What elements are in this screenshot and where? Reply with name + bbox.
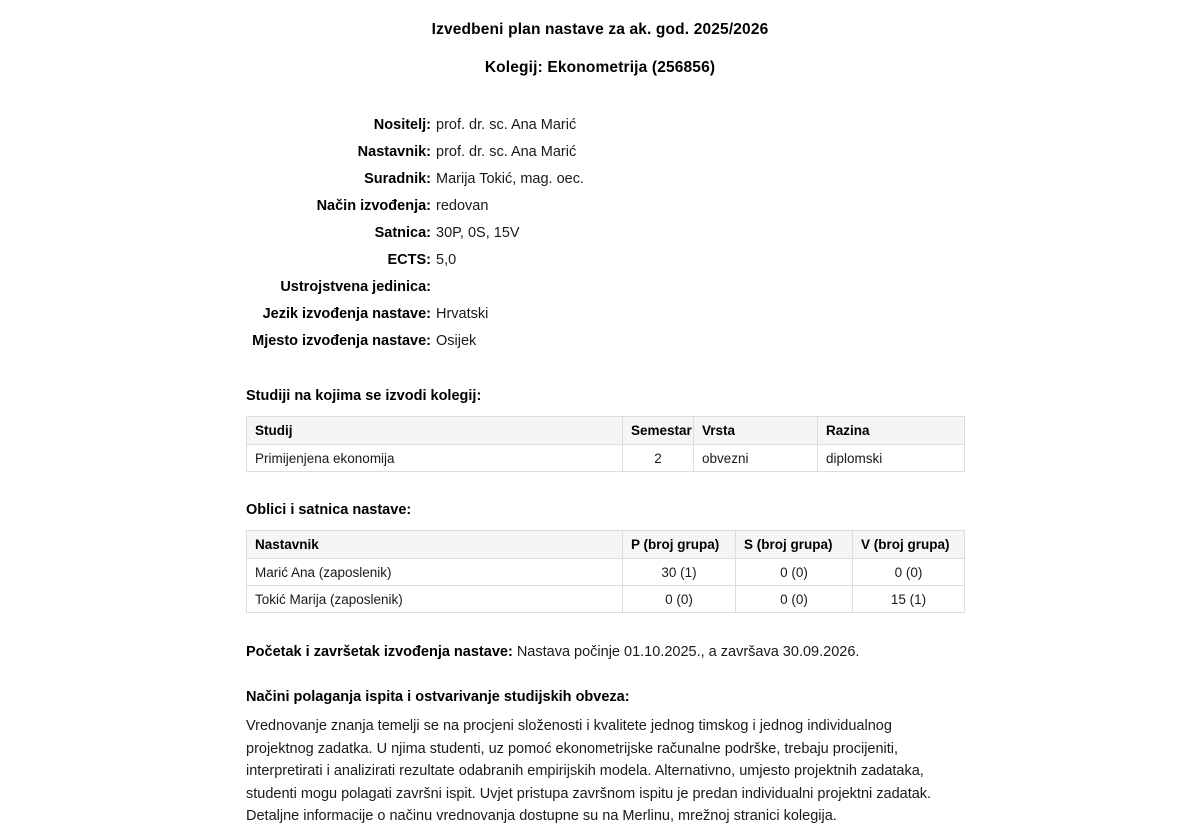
forms-table-head <box>247 531 965 559</box>
studies-column-header-studij: Studij <box>247 417 623 445</box>
exams-section-body: Vrednovanje znanja temelji se na procjeni složenosti i kvalitete jednog timskog i jednog individualnog projektnog zadatka. U njima studenti, uz pomoć ekonometrijske računalne podrške, trebaju procijeniti, interpretirati i analizirati rezultate odabranih empirijskih modela. Alternativno, umjesto projektnih zadataka, studenti mogu polagati završni ispit. Uvjet pristupa završnom ispitu je predan individualni projektni zadatak. Detaljne informacije o načinu vrednovanja dostupne su na Merlinu, mrežnoj stranici kolegija. <box>246 718 932 824</box>
schedule-value: Nastava počinje 01.10.2025., a završava 30.09.2026. <box>516 644 860 660</box>
forms-column-header-p: P (broj grupa) <box>623 531 736 559</box>
document-title: Izvedbeni plan nastave za ak. god. 2025/2026 <box>431 21 769 38</box>
metadata-label-nositelj: Nositelj: <box>373 117 431 133</box>
metadata-label-mjesto-izvodjenja: Mjesto izvođenja nastave: <box>252 333 431 349</box>
metadata-value-nositelj: prof. dr. sc. Ana Marić <box>436 117 577 133</box>
studies-table-head <box>247 417 965 445</box>
metadata-value-ects: 5,0 <box>436 252 457 268</box>
metadata-label-nastavnik: Nastavnik: <box>357 144 431 160</box>
forms-table-wrapper <box>0 518 1200 613</box>
studies-cell-semestar: 2 <box>623 445 694 472</box>
forms-cell-v: 0 (0) <box>853 559 965 586</box>
metadata-row-suradnik <box>0 166 1200 193</box>
metadata-value-nastavnik: prof. dr. sc. Ana Marić <box>436 144 577 160</box>
metadata-value-satnica: 30P, 0S, 15V <box>436 225 520 241</box>
forms-section-heading: Oblici i satnica nastave: <box>246 502 412 518</box>
exams-section-heading: Načini polaganja ispita i ostvarivanje studijskih obveza: <box>246 689 630 705</box>
table-row <box>247 559 965 586</box>
studies-table <box>246 416 965 472</box>
metadata-row-ects <box>0 247 1200 274</box>
forms-cell-s: 0 (0) <box>736 586 853 613</box>
forms-cell-nastavnik: Marić Ana (zaposlenik) <box>247 559 623 586</box>
forms-cell-nastavnik: Tokić Marija (zaposlenik) <box>247 586 623 613</box>
metadata-row-nositelj <box>0 112 1200 139</box>
forms-cell-v: 15 (1) <box>853 586 965 613</box>
studies-section-heading: Studiji na kojima se izvodi kolegij: <box>246 388 482 404</box>
metadata-row-nastavnik <box>0 139 1200 166</box>
forms-table <box>246 530 965 613</box>
studies-cell-razina: diplomski <box>818 445 965 472</box>
studies-column-header-vrsta: Vrsta <box>694 417 818 445</box>
metadata-label-ects: ECTS: <box>387 252 431 268</box>
forms-column-header-v: V (broj grupa) <box>853 531 965 559</box>
schedule-row <box>0 613 1200 663</box>
document-subtitle: Kolegij: Ekonometrija (256856) <box>484 59 716 76</box>
metadata-label-satnica: Satnica: <box>374 225 431 241</box>
table-row <box>247 586 965 613</box>
studies-table-body <box>247 445 965 472</box>
studies-table-wrapper <box>0 404 1200 472</box>
metadata-value-jezik-izvodjenja: Hrvatski <box>436 306 489 322</box>
metadata-value-mjesto-izvodjenja: Osijek <box>436 333 477 349</box>
metadata-label-suradnik: Suradnik: <box>364 171 431 187</box>
studies-cell-vrsta: obvezni <box>694 445 818 472</box>
course-metadata-list <box>0 112 1200 355</box>
studies-table-header-row <box>247 417 965 445</box>
metadata-row-mjesto-izvodjenja <box>0 328 1200 355</box>
forms-cell-p: 30 (1) <box>623 559 736 586</box>
studies-column-header-razina: Razina <box>818 417 965 445</box>
metadata-row-nacin-izvodjenja <box>0 193 1200 220</box>
forms-cell-s: 0 (0) <box>736 559 853 586</box>
studies-cell-studij: Primijenjena ekonomija <box>247 445 623 472</box>
forms-column-header-s: S (broj grupa) <box>736 531 853 559</box>
metadata-row-ustrojstvena-jedinica <box>0 274 1200 301</box>
metadata-label-nacin-izvodjenja: Način izvođenja: <box>316 198 431 214</box>
forms-table-body <box>247 559 965 613</box>
table-row <box>247 445 965 472</box>
studies-column-header-semestar: Semestar <box>623 417 694 445</box>
metadata-label-jezik-izvodjenja: Jezik izvođenja nastave: <box>262 306 431 322</box>
forms-table-header-row <box>247 531 965 559</box>
metadata-row-satnica <box>0 220 1200 247</box>
schedule-label: Početak i završetak izvođenja nastave: <box>246 644 513 660</box>
metadata-row-jezik-izvodjenja <box>0 301 1200 328</box>
forms-cell-p: 0 (0) <box>623 586 736 613</box>
metadata-label-ustrojstvena-jedinica: Ustrojstvena jedinica: <box>280 279 431 295</box>
metadata-value-nacin-izvodjenja: redovan <box>436 198 489 214</box>
forms-column-header-nastavnik: Nastavnik <box>247 531 623 559</box>
metadata-value-suradnik: Marija Tokić, mag. oec. <box>436 171 585 187</box>
